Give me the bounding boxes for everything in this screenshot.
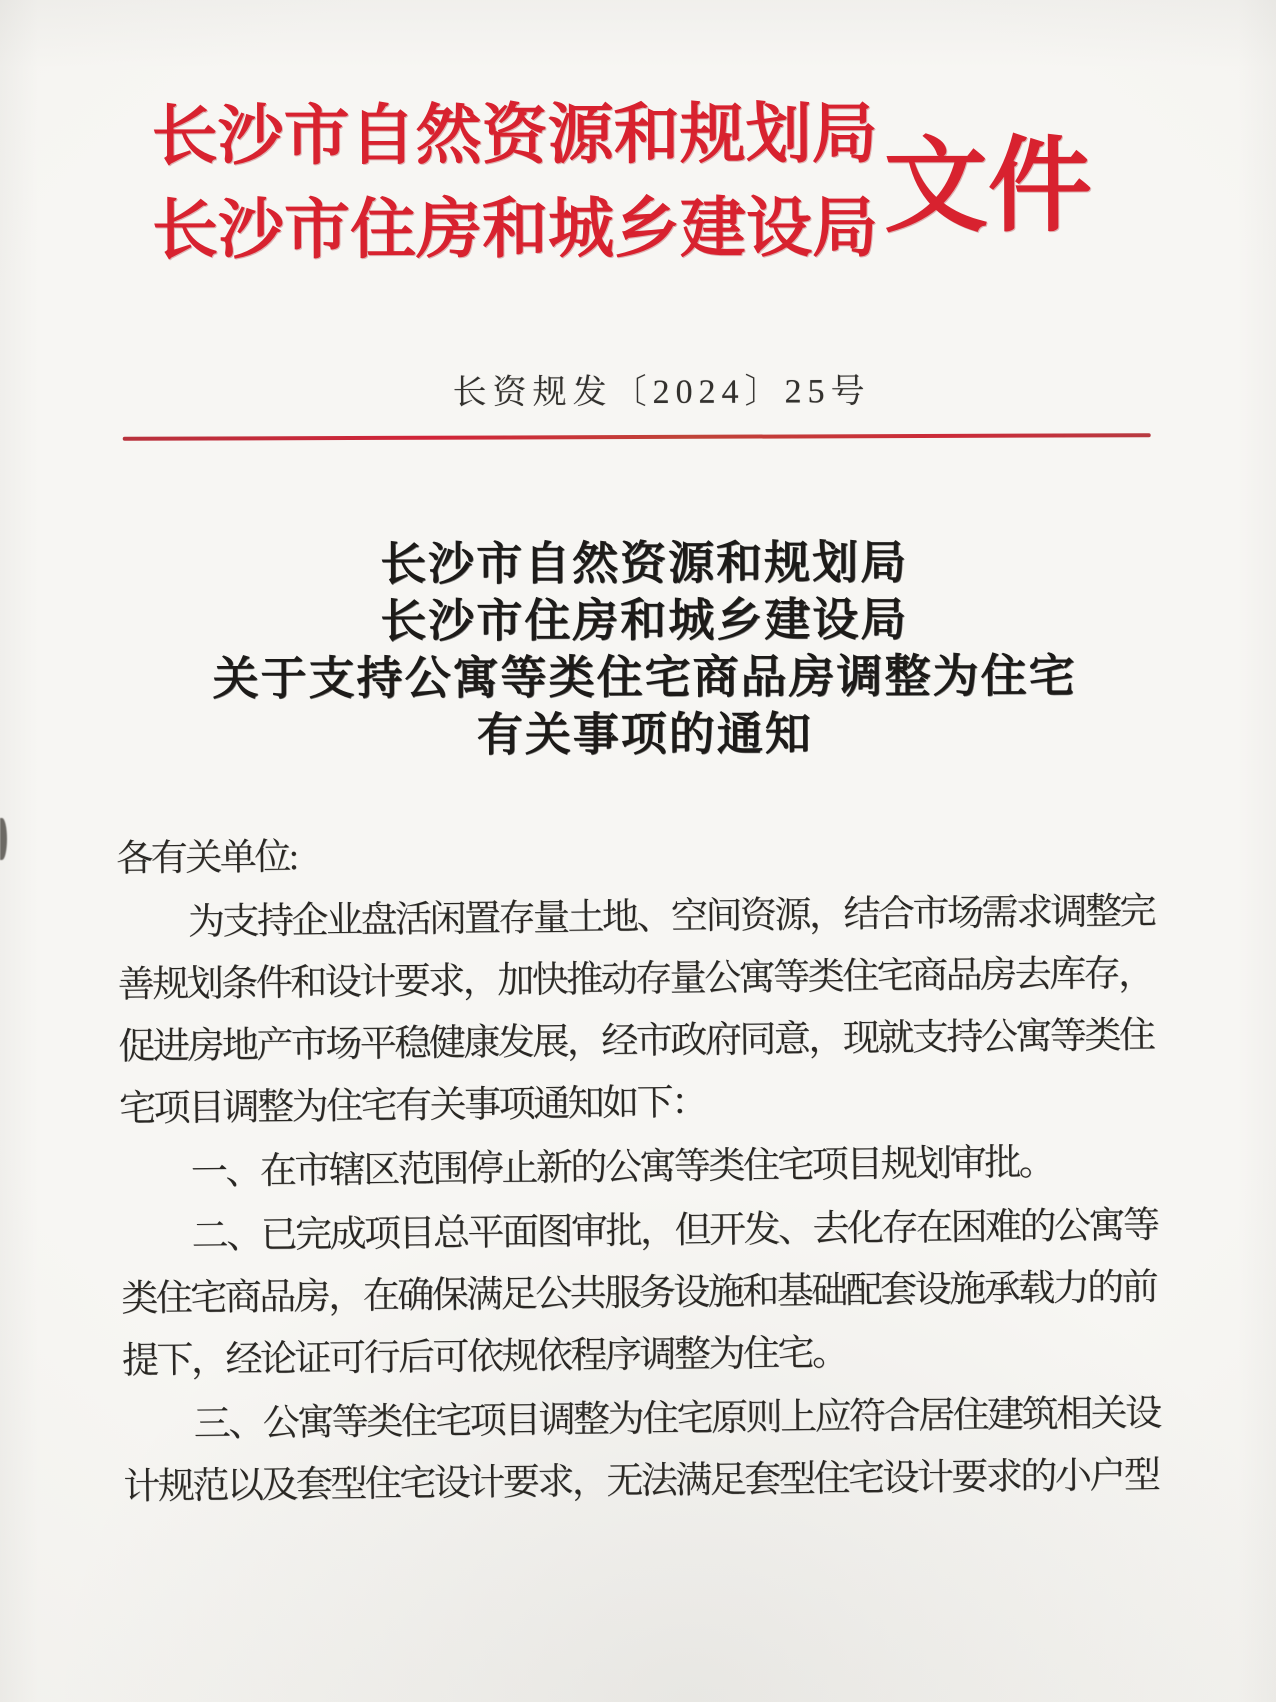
document-content xyxy=(0,87,1276,1515)
paragraph-line: 类住宅商品房，在确保满足公共服务设施和基础配套设施承载力的前 xyxy=(121,1267,1157,1320)
agency-name-line-2: 长沙市住房和城乡建设局 xyxy=(151,192,879,268)
letterhead-agency-names xyxy=(152,88,879,279)
red-divider-rule xyxy=(123,433,1151,441)
salutation: 各有关单位: xyxy=(116,836,297,880)
paragraph-line: 一、在市辖区范围停止新的公寓等类住宅项目规划审批。 xyxy=(190,1142,1054,1194)
paragraph-4-item-3 xyxy=(122,1383,1181,1519)
paragraph-line: 宅项目调整为住宅有关事项通知如下： xyxy=(118,1082,706,1130)
paragraph-3-item-2 xyxy=(120,1195,1180,1393)
doc-type-label: 文件 xyxy=(883,129,1093,246)
paragraph-line: 提下，经论证可行后可依规依程序调整为住宅。 xyxy=(121,1332,847,1382)
paragraph-1 xyxy=(117,881,1178,1141)
body-text xyxy=(0,816,1276,1520)
letterhead xyxy=(0,87,1260,279)
doc-title-line-2: 长沙市住房和城乡建设局 xyxy=(380,594,909,647)
paragraph-line: 计规范以及套型住宅设计要求，无法满足套型住宅设计要求的小户型 xyxy=(123,1455,1159,1508)
paragraph-line: 三、公寓等类住宅项目调整为住宅原则上应符合居住建筑相关设 xyxy=(193,1393,1160,1446)
doc-title xyxy=(0,533,1276,765)
paragraph-2-item-1 xyxy=(120,1131,1179,1205)
paragraph-line: 二、已完成项目总平面图审批，但开发、去化存在困难的公寓等 xyxy=(191,1205,1158,1258)
agency-name-line-1: 长沙市自然资源和规划局 xyxy=(151,98,878,174)
doc-title-line-3: 关于支持公寓等类住宅商品房调整为住宅 xyxy=(212,650,1077,705)
paragraph-line: 为支持企业盘活闲置存量土地、空间资源，结合市场需求调整完 xyxy=(187,891,1155,944)
paragraph-line: 促进房地产市场平稳健康发展，经市政府同意，现就支持公寓等类住 xyxy=(118,1015,1154,1068)
paragraph-line: 善规划条件和设计要求，加快推动存量公寓等类住宅商品房去库存， xyxy=(117,953,1153,1006)
doc-title-line-1: 长沙市自然资源和规划局 xyxy=(380,537,909,590)
doc-title-line-4: 有关事项的通知 xyxy=(476,708,813,761)
doc-number: 长资规发〔2024〕25号 xyxy=(452,373,871,412)
